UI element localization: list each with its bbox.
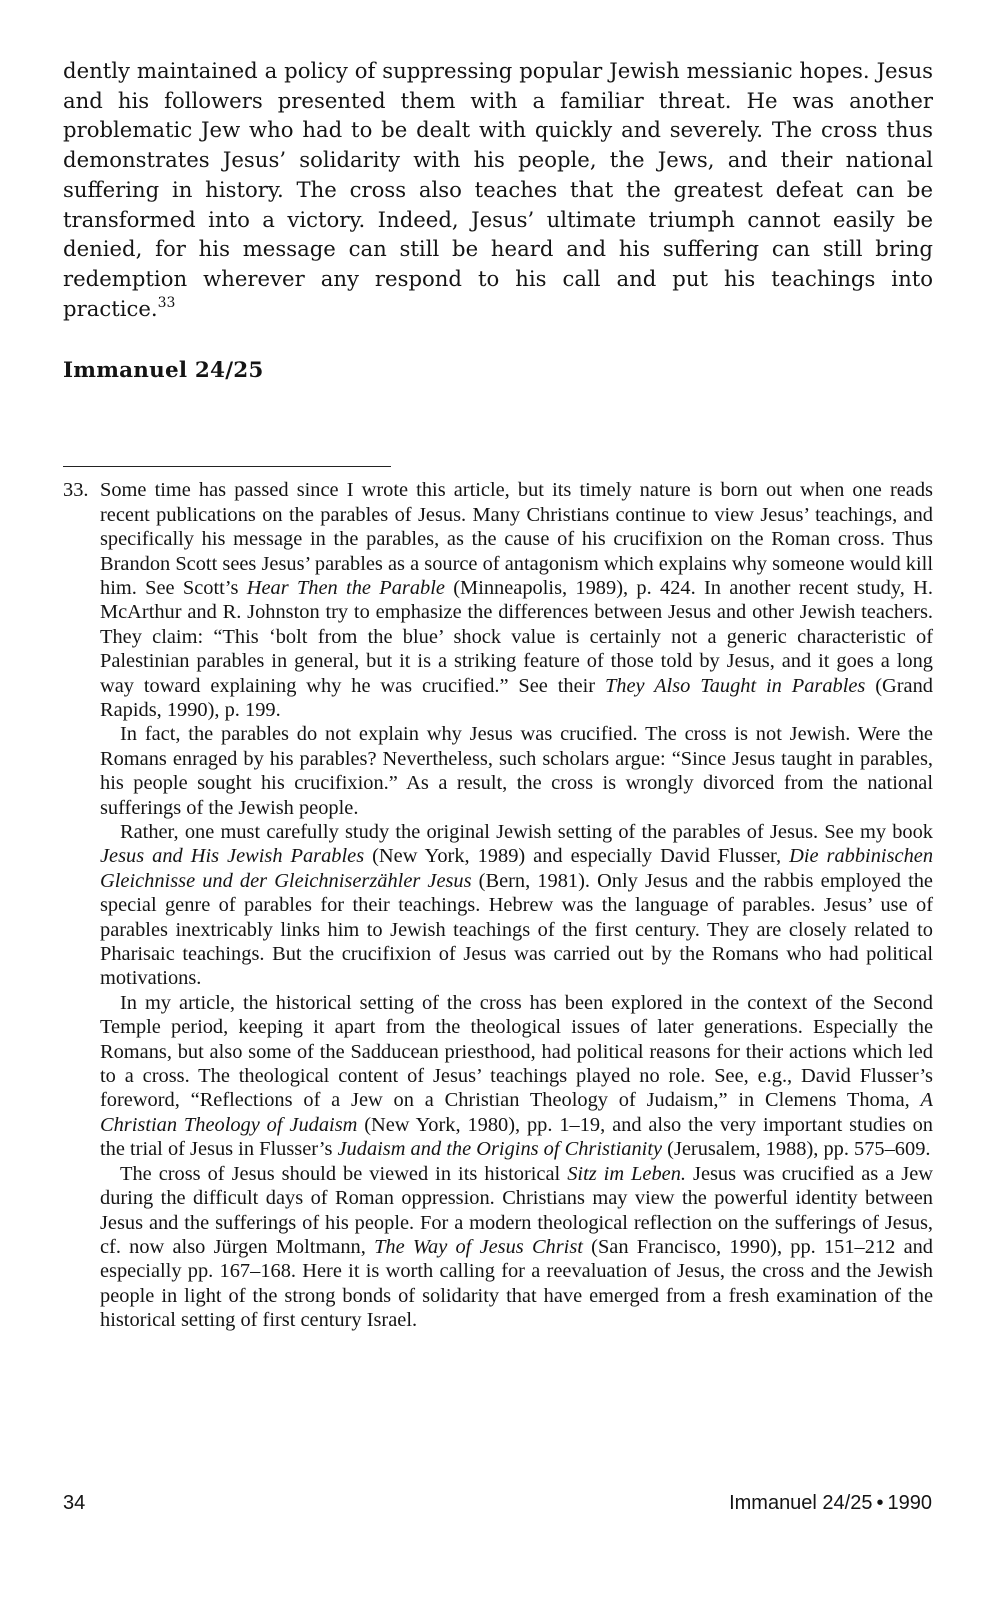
footnote-text: In my article, the historical setting of the cross has been explored in the context of the Second Temple period, keeping it apart from the theological issues of later generations. Especially the Romans, but also some of the Sadducean priesthood, had political reasons for their actions which led to a cross. The theological content of Jesus’ teachings played no role. See, e.g., David Flusser’s foreword, “Reflections of a Jew on a Christian Theology of Judaism,” in Clemens Thoma, xyxy=(100,991,933,1112)
footnote-text: (Grand Rapids, 1990), p. 199. xyxy=(100,674,933,721)
foreign-phrase: Sitz im Leben. xyxy=(567,1162,686,1185)
footnote-number: 33. xyxy=(63,479,89,502)
footnote-reference: 33 xyxy=(157,294,176,311)
separator-bullet: • xyxy=(876,1492,884,1514)
body-paragraph xyxy=(63,56,933,323)
book-title: Jesus and His Jewish Parables xyxy=(100,845,365,868)
book-title: The Way of Jesus Christ xyxy=(374,1235,583,1258)
footnote-paragraph xyxy=(63,478,933,722)
footnotes-section xyxy=(63,478,933,1332)
journal-year: 1990 xyxy=(887,1492,932,1514)
footnote-text: (New York, 1980), pp. 1–19, and also the very important studies on the trial of Jesus in Flusser’s xyxy=(100,1113,933,1161)
footnote-text: Jesus was crucified as a Jew during the difficult days of Roman oppression. Christians may view the powerful identity between Jesus and the sufferings of his people. For a modern theological reflection on the sufferings of Jesus, cf. now also Jürgen Moltmann, xyxy=(100,1162,933,1258)
footnote-text: (San Francisco, 1990), pp. 151–212 and especially pp. 167–168. Here it is worth calling for a reevaluation of Jesus, the cross and the Jewish people in light of the strong bonds of solidarity that have emerged from a fresh examination of the historical setting of first century Israel. xyxy=(100,1235,934,1332)
footnote-paragraph xyxy=(63,820,933,991)
book-title: Hear Then the Parable xyxy=(246,576,445,599)
page-number: 34 xyxy=(63,1492,86,1514)
footnote-text: In fact, the parables do not explain why Jesus was crucified. The cross is not Jewish. Were the Romans enraged by his parables? Nevertheless, such scholars argue: “Since Jesus taught in parables, his people sought his crucifixion.” As a result, the cross is wrongly divorced from the national sufferings of the Jewish people. xyxy=(100,723,933,819)
book-title: They Also Taught in Parables xyxy=(604,674,866,697)
footnote-text: (Jerusalem, 1988), pp. 575–609. xyxy=(662,1138,931,1161)
footnote-text: (Bern, 1981). Only Jesus and the rabbis employed the special genre of parables for their teachings. Hebrew was the language of parables. Jesus’ use of parables inextricably links him to Jewish teachings of the first century. They are closely related to Pharisaic teachings. But the crucifixion of Jesus was carried out by the Romans who had political motivations. xyxy=(100,869,933,990)
book-title: Die rabbinischen Gleichnisse und der Gleichniserzähler Jesus xyxy=(100,845,934,892)
book-title: A Christian Theology of Judaism xyxy=(100,1089,933,1136)
book-title: Judaism and the Origins of Christianity xyxy=(337,1138,663,1161)
page-content xyxy=(63,56,933,1333)
footnote-text: (Minneapolis, 1989), p. 424. In another recent study, H. McArthur and R. Johnston try to emphasize the differences between Jesus and other Jewish teachers. They claim: “This ‘bolt from the blue’ shock value is certainly not a generic characteristic of Palestinian parables in general, but it is a striking feature of those told by Jesus, and it goes a long way toward explaining why he was crucified.” See their xyxy=(100,576,933,697)
footnote-paragraph xyxy=(63,1162,933,1333)
footnote-text: The cross of Jesus should be viewed in its historical xyxy=(120,1162,568,1185)
journal-name: Immanuel 24/25 xyxy=(729,1492,873,1514)
article-byline: Immanuel 24/25 xyxy=(63,358,264,384)
footnote-paragraph xyxy=(63,722,933,820)
footnote-paragraph xyxy=(63,991,933,1162)
running-footer xyxy=(729,1492,932,1515)
footnote-divider xyxy=(63,466,391,467)
footnote-text: Some time has passed since I wrote this article, but its timely nature is born out when one reads recent publications on the parables of Jesus. Many Christians continue to view Jesus’ teachings, and specifically his message in the parables, as the cause of his crucifixion on the Roman cross. Thus Brandon Scott sees Jesus’ parables as a source of antagonism which explains why someone would kill him. See Scott’s xyxy=(100,479,933,599)
body-paragraph-text: dently maintained a policy of suppressing popular Jewish messianic hopes. Jesus and his followers presented them with a familiar threat. He was another problematic Jew who had to be dealt with quickly and severely. The cross thus demonstrates Jesus’ solidarity with his people, the Jews, and their national suffering in history. The cross also teaches that the greatest defeat can be transformed into a victory. Indeed, Jesus’ ultimate triumph cannot easily be denied, for his message can still be heard and his suffering can still bring redemption wherever any respond to his call and put his teachings into practice. xyxy=(63,58,933,321)
footnote-text: (New York, 1989) and especially David Flusser, xyxy=(364,845,790,868)
footnote-text: Rather, one must carefully study the original Jewish setting of the parables of Jesus. See my book xyxy=(120,821,933,844)
